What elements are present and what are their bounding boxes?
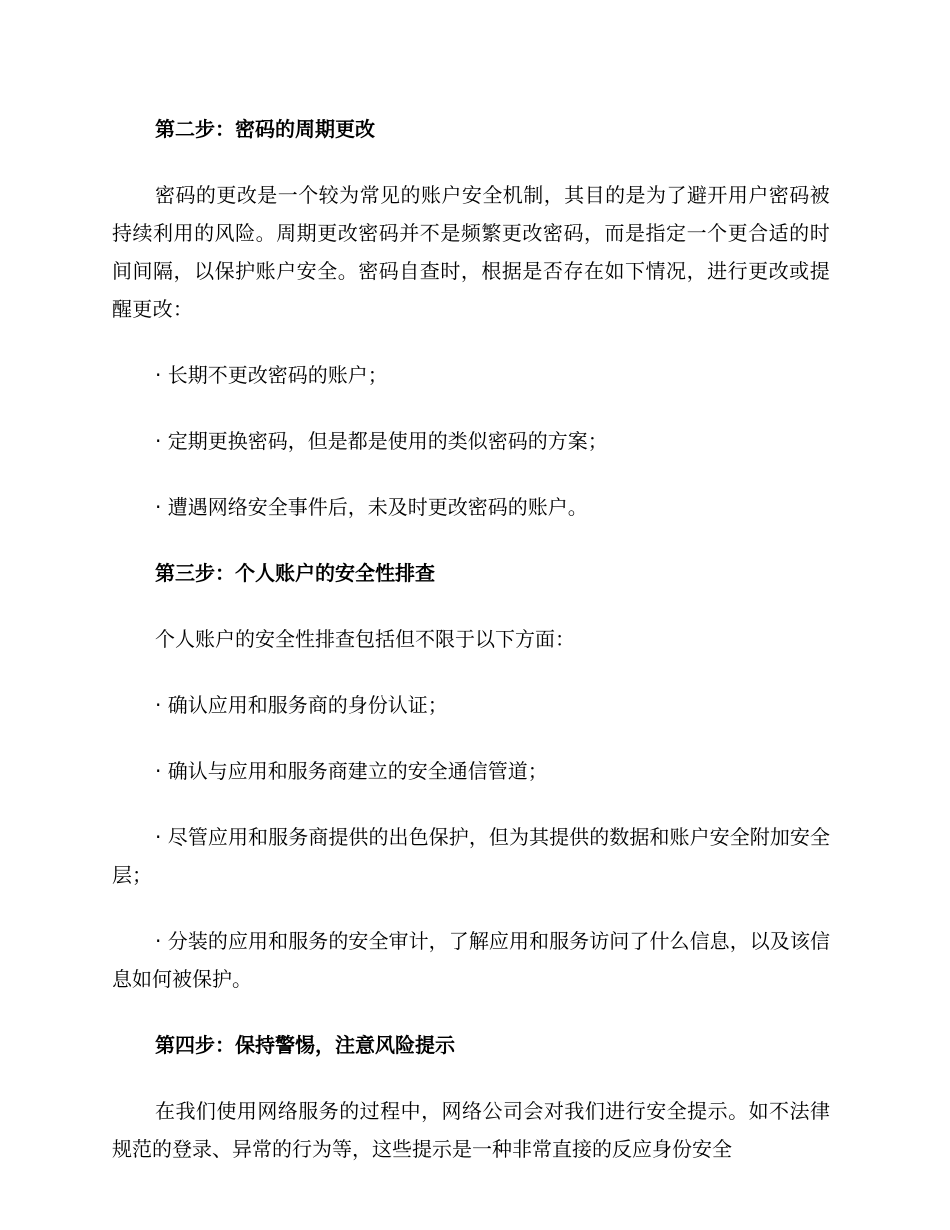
section-heading-step-4: 第四步：保持警惕，注意风险提示	[155, 1033, 455, 1057]
list-item: · 确认应用和服务商的身份认证；	[155, 693, 448, 717]
paragraph-account-check: 个人账户的安全性排查包括但不限于以下方面：	[155, 627, 575, 651]
list-item: · 分装的应用和服务的安全审计，了解应用和服务访问了什么信息，以及该信息如何被保护。	[112, 929, 830, 991]
section-heading-step-3: 第三步：个人账户的安全性排查	[155, 561, 435, 585]
list-item: · 遭遇网络安全事件后，未及时更改密码的账户。	[155, 495, 588, 519]
list-item: · 定期更换密码，但是都是使用的类似密码的方案；	[155, 429, 608, 453]
list-item: · 确认与应用和服务商建立的安全通信管道；	[155, 759, 548, 783]
list-item: · 长期不更改密码的账户；	[155, 363, 388, 387]
list-item: · 尽管应用和服务商提供的出色保护，但为其提供的数据和账户安全附加安全层；	[112, 825, 830, 887]
section-heading-step-2: 第二步：密码的周期更改	[155, 117, 375, 141]
paragraph-risk-alerts: 在我们使用网络服务的过程中，网络公司会对我们进行安全提示。如不法律规范的登录、异常的行为等，这些提示是一种非常直接的反应身份安全	[112, 1099, 830, 1161]
paragraph-password-change: 密码的更改是一个较为常见的账户安全机制，其目的是为了避开用户密码被持续利用的风险。周期更改密码并不是频繁更改密码，而是指定一个更合适的时间间隔，以保护账户安全。密码自查时，根据是否存在如下情况，进行更改或提醒更改：	[112, 183, 830, 321]
